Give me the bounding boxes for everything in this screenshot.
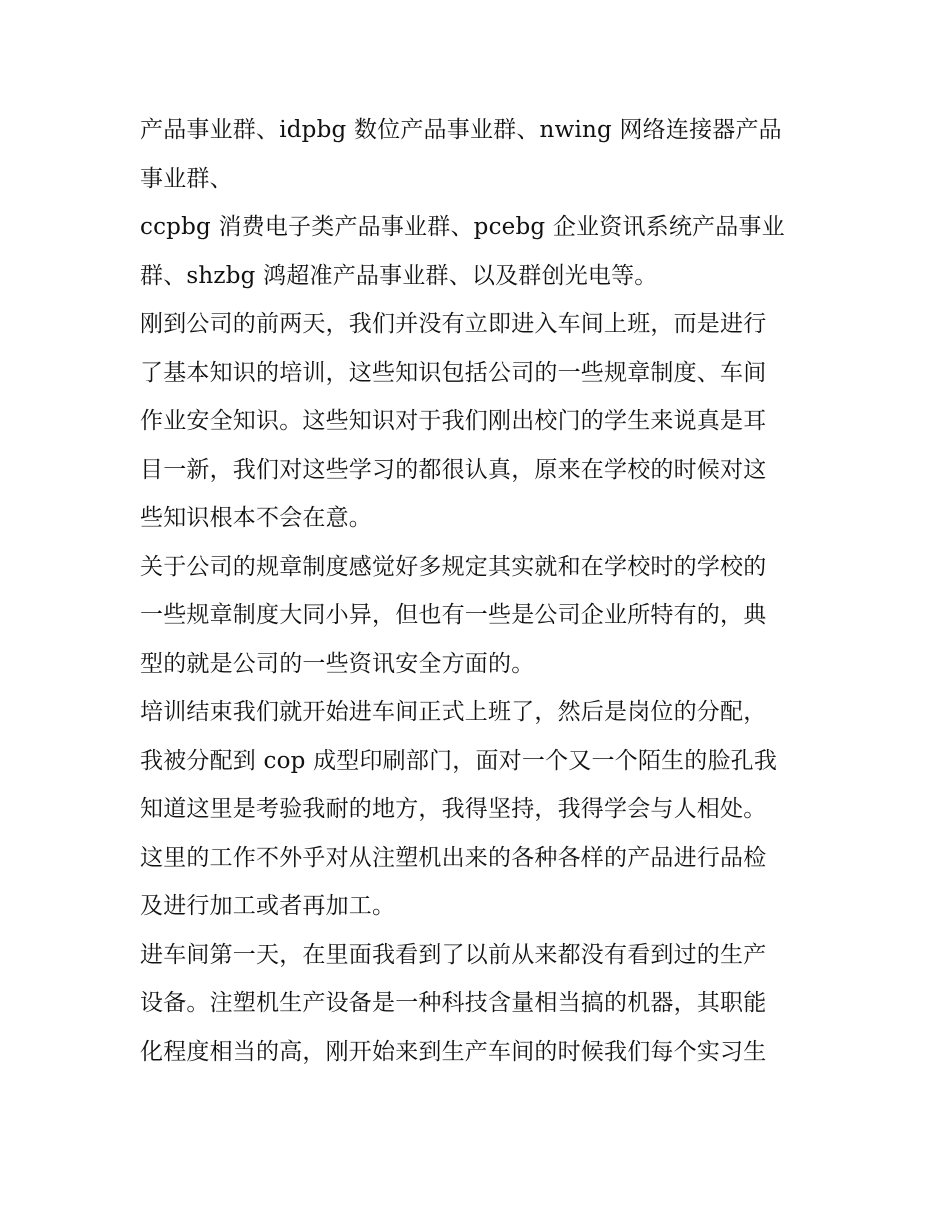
document-body (140, 106, 820, 1076)
text-line: 作业安全知识。这些知识对于我们刚出校门的学生来说真是耳 (140, 408, 767, 434)
text-line: 进车间第一天，在里面我看到了以前从来都没有看到过的生产 (140, 941, 767, 968)
text-line: 了基本知识的培训，这些知识包括公司的一些规章制度、车间 (140, 359, 767, 386)
text-line: 化程度相当的高，刚开始来到生产车间的时候我们每个实习生 (140, 1038, 767, 1065)
text-line: 目一新，我们对这些学习的都很认真，原来在学校的时候对这 (140, 456, 767, 483)
paragraph-regulations (140, 543, 820, 689)
text-line: ccpbg 消费电子类产品事业群、pcebg 企业资讯系统产品事业 (140, 214, 785, 240)
paragraph-first-day (140, 931, 820, 1077)
text-line: 及进行加工或者再加工。 (140, 893, 396, 919)
text-line: 这里的工作不外乎对从注塑机出来的各种各样的产品进行品检 (140, 844, 767, 871)
paragraph-business-groups (140, 106, 820, 203)
text-line: 型的就是公司的一些资讯安全方面的。 (140, 650, 535, 677)
paragraph-training (140, 300, 820, 543)
paragraph-assignment (140, 688, 820, 834)
text-line: 关于公司的规章制度感觉好多规定其实就和在学校时的学校的 (140, 553, 767, 580)
text-line: 知道这里是考验我耐的地方，我得坚持，我得学会与人相处。 (140, 796, 767, 822)
paragraph-work-description (140, 834, 820, 931)
text-line: 产品事业群、idpbg 数位产品事业群、nwing 网络连接器产品 (140, 117, 782, 143)
text-line: 一些规章制度大同小异，但也有一些是公司企业所特有的，典 (140, 602, 767, 628)
text-line: 培训结束我们就开始进车间正式上班了，然后是岗位的分配， (140, 699, 767, 725)
paragraph-business-groups-continued (140, 203, 820, 300)
text-line: 我被分配到 cop 成型印刷部门，面对一个又一个陌生的脸孔我 (140, 747, 778, 774)
text-line: 群、shzbg 鸿超准产品事业群、以及群创光电等。 (140, 262, 658, 289)
text-line: 事业群、 (140, 165, 233, 192)
text-line: 刚到公司的前两天，我们并没有立即进入车间上班，而是进行 (140, 311, 767, 337)
text-line: 些知识根本不会在意。 (140, 505, 372, 531)
text-line: 设备。注塑机生产设备是一种科技含量相当搞的机器，其职能 (140, 990, 767, 1016)
